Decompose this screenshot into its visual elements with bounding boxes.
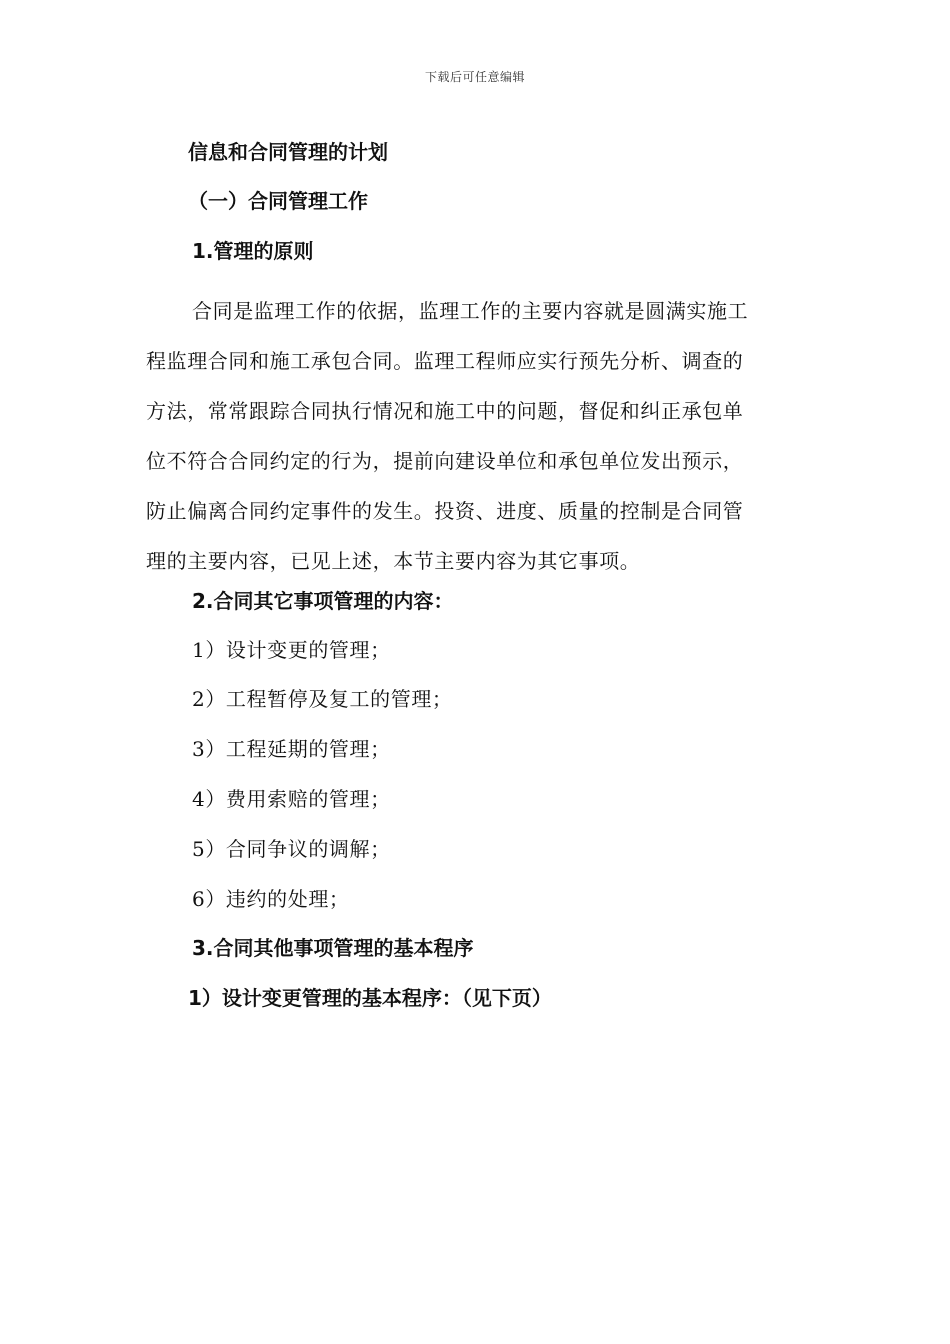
paragraph-line: 防止偏离合同约定事件的发生。投资、进度、质量的控制是合同管 bbox=[146, 499, 744, 523]
list-item: 4）费用索赔的管理； bbox=[192, 787, 391, 811]
list-item: 1）设计变更的管理； bbox=[192, 638, 391, 662]
paragraph-line: 理的主要内容，已见上述，本节主要内容为其它事项。 bbox=[146, 549, 641, 573]
list-item: 3）工程延期的管理； bbox=[192, 737, 391, 761]
document-title: 信息和合同管理的计划 bbox=[188, 140, 388, 164]
list-item: 2）工程暂停及复工的管理； bbox=[192, 687, 453, 711]
list-item: 6）违约的处理； bbox=[192, 887, 350, 911]
subsection-heading-principles: 1.管理的原则 bbox=[192, 239, 314, 263]
paragraph-line: 方法，常常跟踪合同执行情况和施工中的问题，督促和纠正承包单 bbox=[146, 399, 744, 423]
header-note: 下载后可任意编辑 bbox=[424, 70, 525, 84]
paragraph-line: 位不符合合同约定的行为，提前向建设单位和承包单位发出预示， bbox=[146, 449, 744, 473]
subsection-heading-design-change-procedure: 1）设计变更管理的基本程序：（见下页） bbox=[188, 986, 552, 1010]
subsection-heading-basic-procedure: 3.合同其他事项管理的基本程序 bbox=[192, 936, 474, 960]
paragraph-line: 程监理合同和施工承包合同。监理工程师应实行预先分析、调查的 bbox=[146, 349, 744, 373]
section-heading-contract-management: （一）合同管理工作 bbox=[188, 189, 368, 213]
subsection-heading-other-matters: 2.合同其它事项管理的内容： bbox=[192, 589, 454, 613]
principles-paragraph bbox=[146, 286, 806, 586]
paragraph-line: 合同是监理工作的依据，监理工作的主要内容就是圆满实施工 bbox=[192, 299, 749, 323]
list-item: 5）合同争议的调解； bbox=[192, 837, 391, 861]
